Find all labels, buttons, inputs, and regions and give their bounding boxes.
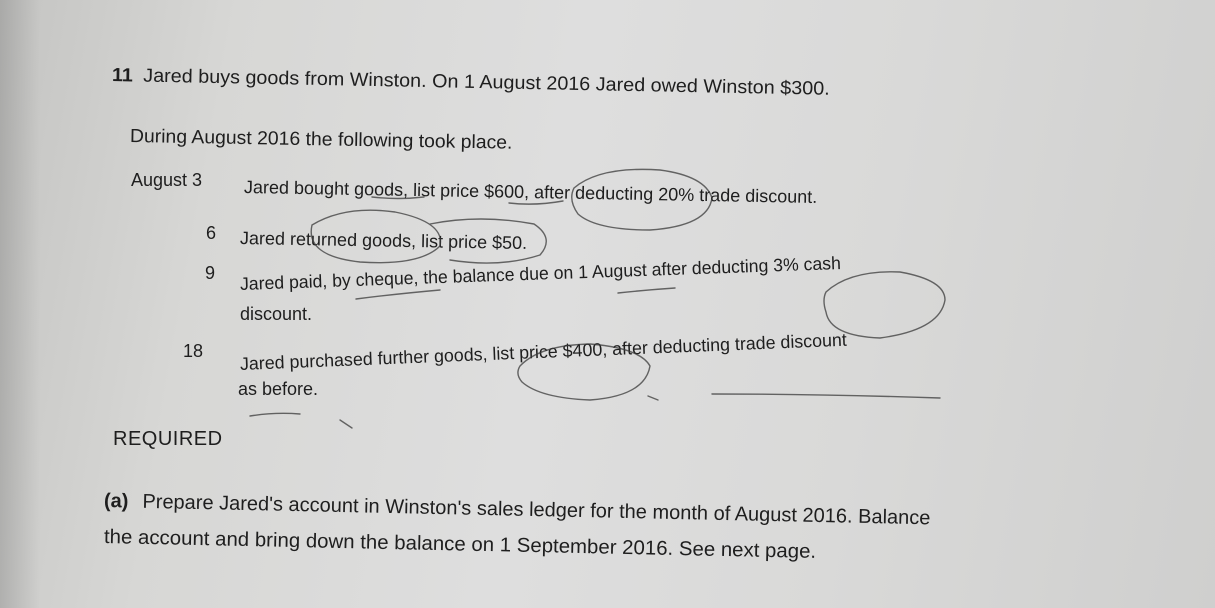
part-a-text: Prepare Jared's account in Winston's sales ledger for the month of August 2016. Balance (142, 490, 931, 530)
stray-mark (250, 413, 300, 416)
transaction-text: Jared bought goods, list price $600, after deducting 20% trade discount. (243, 177, 818, 208)
question-intro (112, 66, 830, 99)
transaction-date: 9 (205, 263, 216, 283)
transaction-text-continued: discount. (240, 304, 313, 324)
circle-mark (824, 272, 945, 338)
part-a-line-1 (104, 491, 931, 528)
underline-mark (618, 288, 675, 293)
question-number: 11 (111, 65, 134, 87)
question-lead: During August 2016 the following took place. (129, 126, 513, 154)
transaction-text: Jared purchased further goods, list price $400, after deducting trade discount (239, 329, 848, 374)
required-heading: REQUIRED (113, 428, 223, 450)
transaction-text: Jared paid, by cheque, the balance due on 1 August after deducting 3% cash (239, 253, 842, 294)
question-intro-text: Jared buys goods from Winston. On 1 August 2016 Jared owed Winston $300. (143, 65, 830, 100)
page-edge-shadow (0, 0, 40, 608)
underline-mark (712, 394, 940, 398)
transaction-date: 18 (183, 341, 204, 361)
part-a-line-2: the account and bring down the balance on 1 September 2016. See next page. (103, 526, 817, 563)
underline-mark (356, 290, 440, 299)
stray-mark (648, 396, 658, 400)
transaction-text-continued: as before. (238, 379, 319, 399)
transaction-text: Jared returned goods, list price $50. (239, 228, 528, 254)
transaction-date: August 3 (131, 170, 203, 190)
stray-mark (340, 420, 352, 428)
part-a-label: (a) (103, 490, 129, 513)
transaction-date: 6 (206, 223, 217, 243)
